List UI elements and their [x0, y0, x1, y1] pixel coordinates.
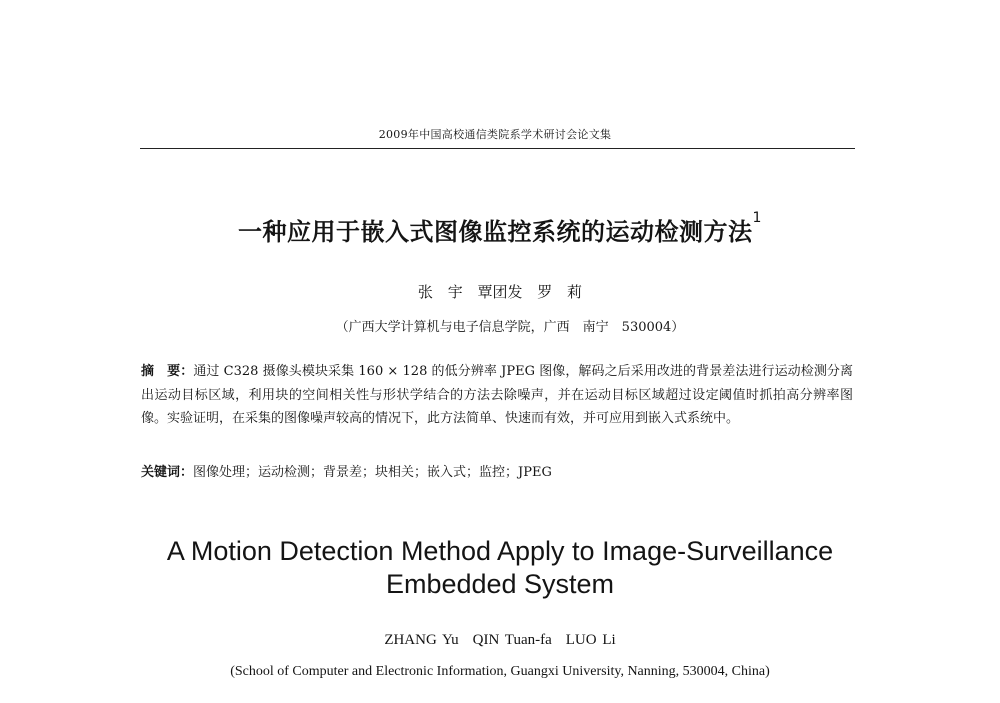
paper-title-cn [120, 212, 880, 247]
paper-title-en-line1: A Motion Detection Method Apply to Image-Surveillance [166, 536, 834, 566]
paper-title-en [130, 535, 870, 601]
paper-title-cn-text: 一种应用于嵌入式图像监控系统的运动检测方法 [238, 218, 753, 246]
keywords-cn [141, 461, 853, 485]
title-footnote-mark: 1 [752, 210, 762, 226]
author-en: ZHANG Yu [384, 632, 459, 648]
abstract-label: 摘 要： [141, 364, 194, 379]
abstract-cn [141, 360, 853, 431]
author-cn: 覃团发 [477, 283, 523, 301]
header-rule [140, 148, 855, 149]
affiliation-en: (School of Computer and Electronic Information, Guangxi University, Nanning, 530004, China) [230, 664, 770, 679]
keywords-text: 图像处理；运动检测；背景差；块相关；嵌入式；监控；JPEG [193, 465, 552, 480]
affiliation-cn: （广西大学计算机与电子信息学院，广西 南宁 530004） [335, 320, 685, 335]
running-header: 2009年中国高校通信类院系学术研讨会论文集 [378, 128, 612, 141]
abstract-text: 通过 C328 摄像头模块采集 160 × 128 的低分辨率 JPEG 图像，解码之后采用改进的背景差法进行运动检测分离出运动目标区域，利用块的空间相关性与形状学结合的方法去除噪声，并在运动目标区域超过设定阈值时抓拍高分辨率图像。实验证明，在采集的图像噪声较高的情况下，此方法简单、快速而有效，并可应用到嵌入式系统中。 [141, 364, 853, 426]
authors-cn [300, 281, 700, 302]
paper-title-en-line2: Embedded System [385, 569, 615, 599]
author-en: QIN Tuan-fa [472, 632, 552, 648]
author-cn: 张 宇 [417, 283, 463, 301]
authors-en [300, 632, 700, 649]
author-en: LUO Li [565, 632, 616, 648]
author-cn: 罗 莉 [537, 283, 583, 301]
keywords-label: 关键词： [141, 465, 194, 480]
